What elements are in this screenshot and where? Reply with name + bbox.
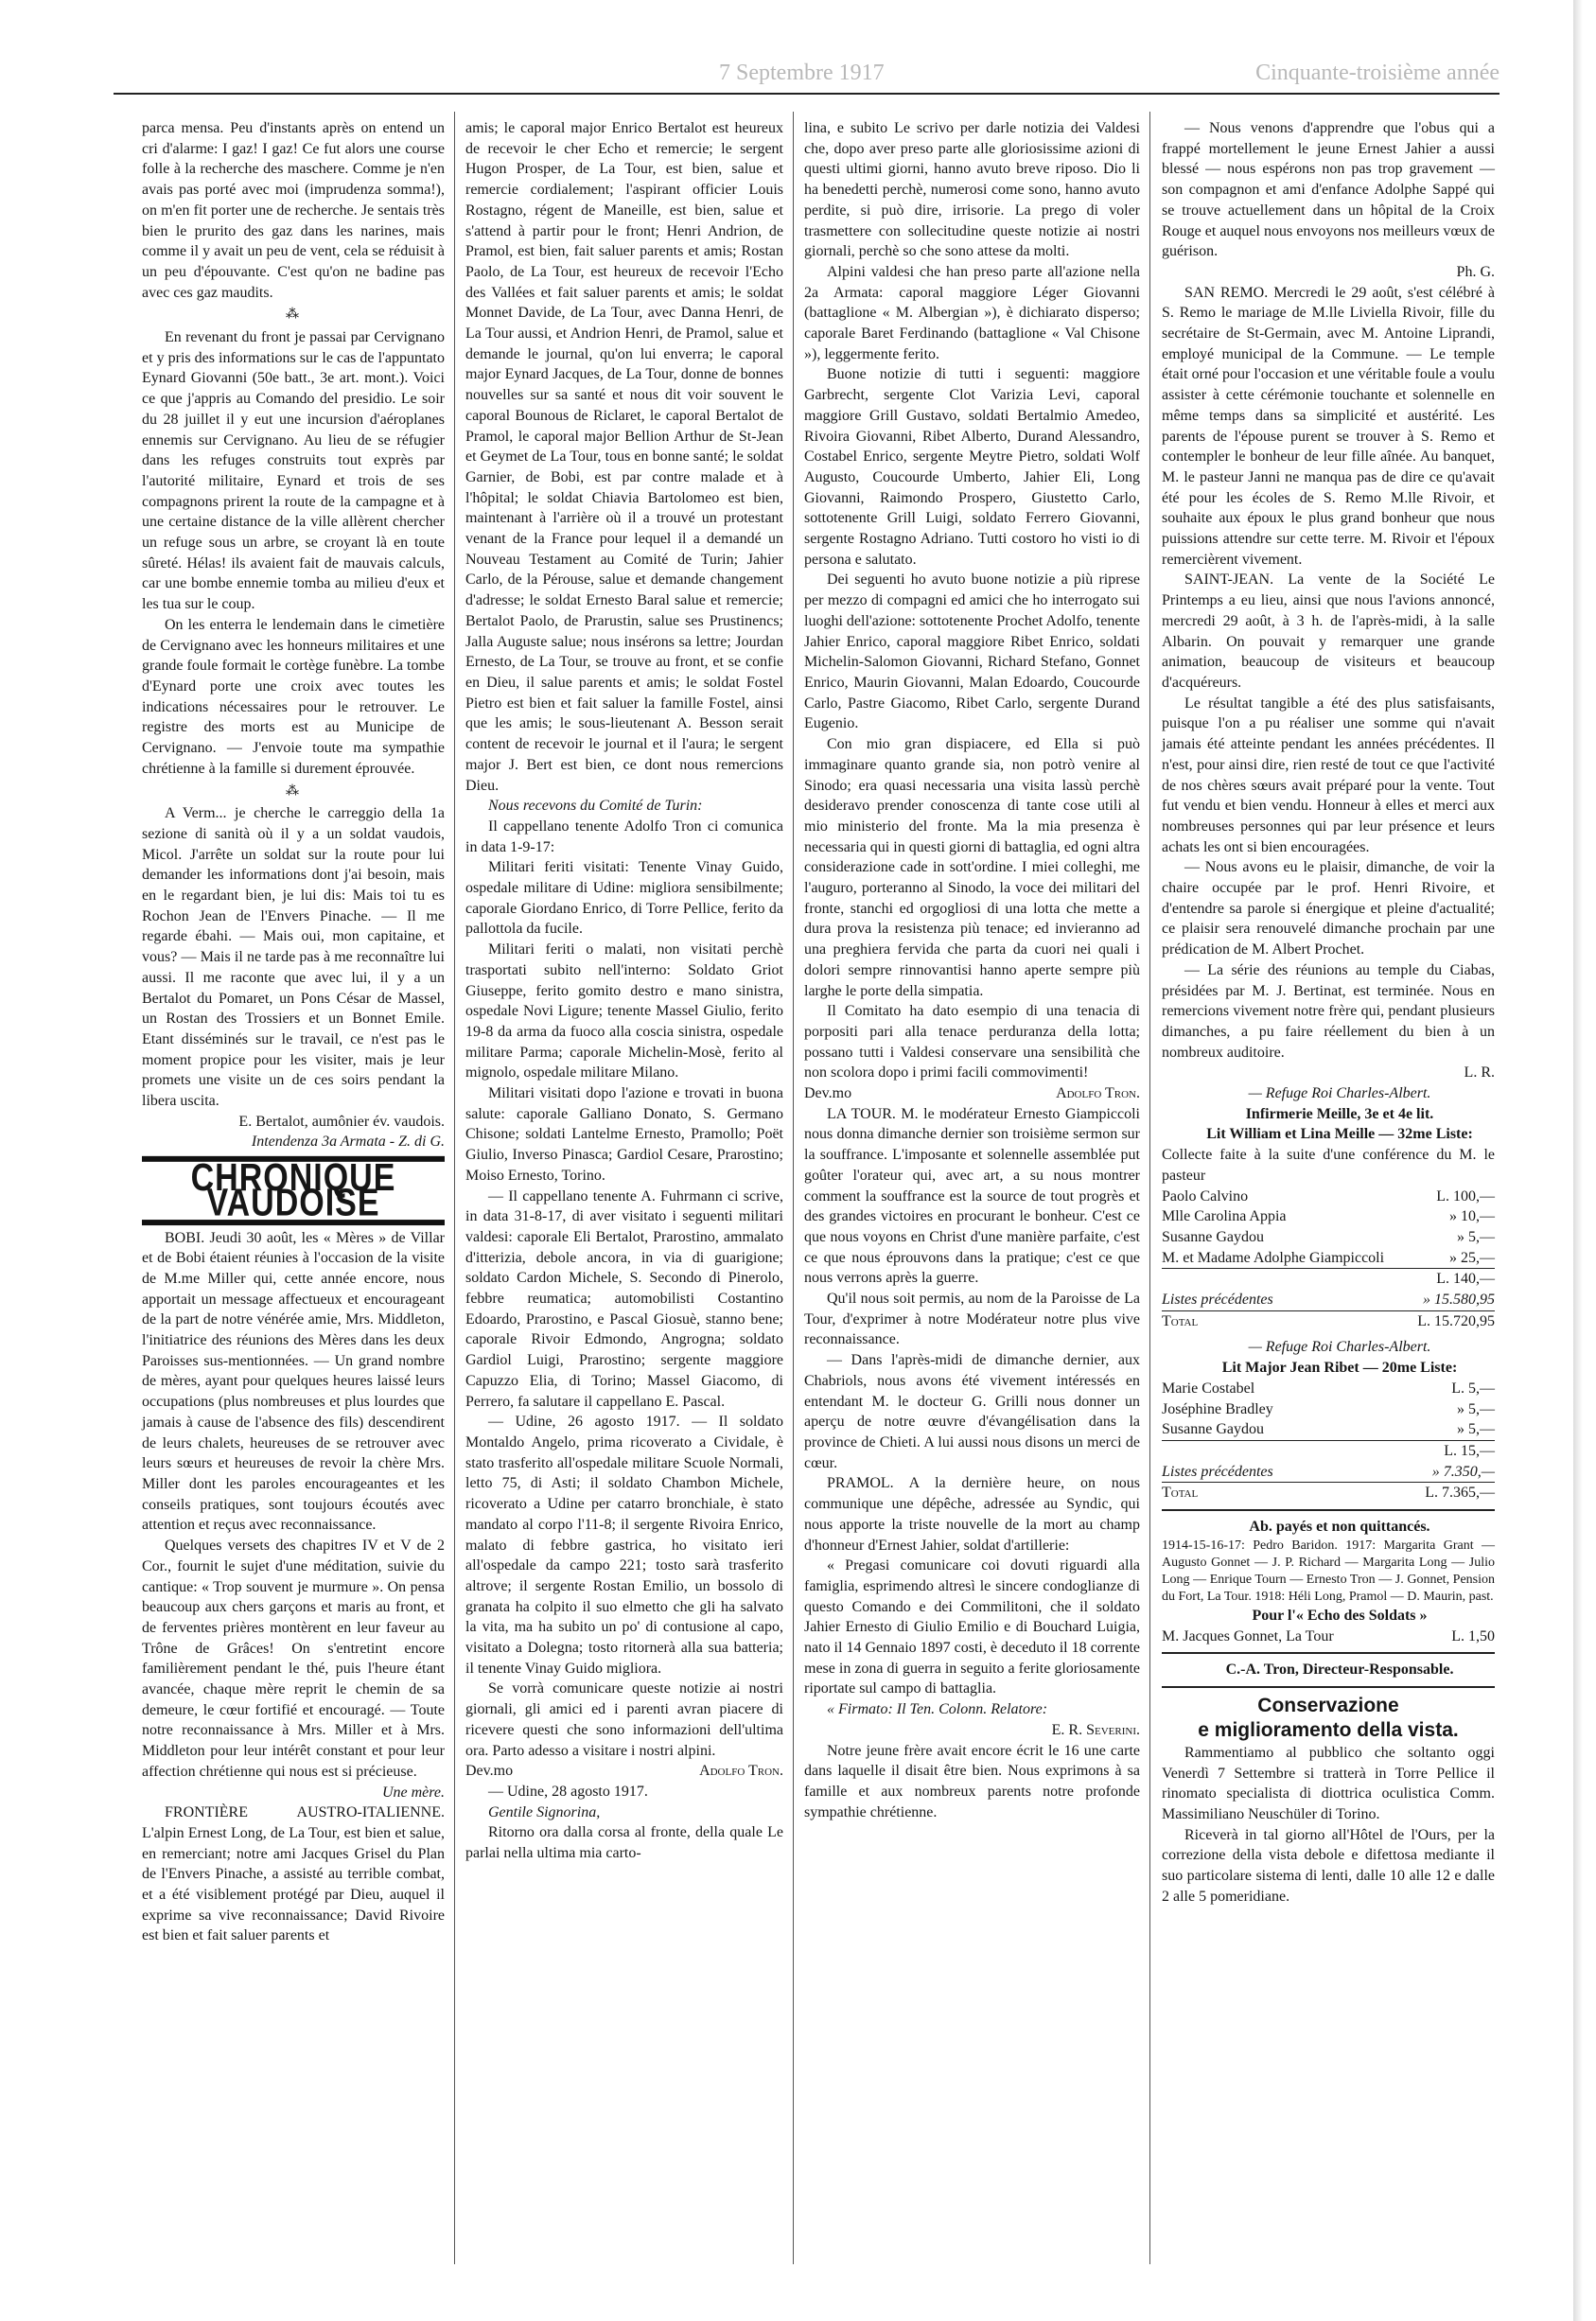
section-separator: ⁂ (286, 783, 301, 799)
section-heading: Ab. payés et non quittancés. (1249, 1519, 1430, 1536)
author-signature (804, 1083, 1140, 1104)
article-paragraph: Collecte faite à la suite d'une conférence du M. le pasteur (1162, 1147, 1495, 1184)
article-paragraph: — Nous avons eu le plaisir, dimanche, de voir la chaire occupée par le prof. Henri Rivoire, et d'entendre sa parole si énergique et pleine d'actualité; ce plaisir sera renouvelé dimanche prochain par une prédication de M. Albert Prochet. (1162, 859, 1495, 958)
author-signature: L. R. (1464, 1064, 1495, 1081)
list-item (1162, 1399, 1495, 1420)
article-paragraph: Il cappellano tenente Adolfo Tron ci comunica in data 1-9-17: (465, 818, 783, 855)
donor-name: Susanne Gaydou (1162, 1228, 1264, 1245)
donation-amount: » 5,— (1457, 1421, 1495, 1438)
list-item (1162, 1248, 1495, 1269)
donation-amount: » 5,— (1457, 1228, 1495, 1245)
donor-name: Listes précédentes (1162, 1463, 1273, 1480)
author-signature: E. Bertalot, aumônier év. vaudois. (238, 1113, 445, 1130)
donor-name: Mlle Carolina Appia (1162, 1208, 1287, 1225)
article-paragraph: Buone notizie di tutti i seguenti: maggiore Garbrecht, sergente Clot Varizia Levi, caporal maggiore Grill Gustavo, soldati Bertalmio Amedeo, Rivoira Giovanni, Ribet Alberto, Durand Alessandro, Costabel Enrico, sergente Meytre Pietro, soldati Wolf Augusto, Coucourde Umberto, Jahier Eli, Long Giovanni, Raimondo Prospero, Giustetto Carlo, sottotenente Grill Luigi, soldato Ferrero Giovanni, sergente Rostagno Adriano. Tutti costoro ho visti io di persona e salutato. (804, 366, 1140, 568)
column-divider (793, 112, 794, 2264)
list-item (1162, 1290, 1495, 1310)
donor-name: Marie Costabel (1162, 1380, 1255, 1397)
column-4 (1162, 118, 1495, 1908)
advertisement-paragraph: Rammentiamo al pubblico che soltanto oggi Venerdì 7 Settembre si tratterà in Torre Pellice il rinomato specialista di diottrica oculistica Comm. Massimiliano Neuschüler di Torino. (1162, 1744, 1495, 1823)
article-paragraph: A Verm... je cherche le carreggio della 1a sezione di sanità où il y a un soldat vaudois, Micol. J'arrête un soldat sur la route pour lui demander les informations dont j'ai besoin, mais en le regardant bien, je lui dis: Mais toi tu es Rochon Jean de l'Envers Pinache. — Il me regarde ébahi. — Mais oui, mon capitaine, et vous? — Mais il ne tarde pas à me reconnaître lui aussi. Il me raconte que avec lui, il y a un Bertalot du Pomaret, un Pons César de Massel, un Rostan des Trossiers et un Bonnet Emile. Etant disséminés sur le travail, ce n'est pas le moment propice pour les visiter, mais je leur promets une visite un de ces soirs pendant la libera uscita. (142, 805, 445, 1110)
donation-amount: L. 100,— (1436, 1187, 1495, 1204)
donation-list (1162, 1187, 1495, 1332)
advertisement-title: e miglioramento della vista. (1198, 1718, 1459, 1741)
subtotal: L. 15,— (1162, 1440, 1495, 1462)
article-paragraph: Alpini valdesi che han preso parte all'azione nella 2a Armata: caporal maggiore Léger Giovanni (battaglione « M. Albergian »), è dichiarato disperso; caporale Baret Ferdinando (battaglione « Val Chisone »), leggermente ferito. (804, 263, 1140, 362)
total-label: Total (1162, 1312, 1199, 1329)
divider (1162, 1509, 1495, 1511)
signature-salutation: Dev.mo (465, 1763, 514, 1780)
article-paragraph: On les enterra le lendemain dans le cimetière de Cervignano avec les honneurs militaires et une grande foule formait le cortège funèbre. La tombe d'Eynard porte une croix avec toutes les indications nécessaires pour le retrouver. Le registre des morts est au Municipe de Cervignano. — J'envoie toute ma sympathie chrétienne à la famille si durement éprouvée. (142, 616, 445, 777)
article-paragraph: En revenant du front je passai par Cervignano et y pris des informations sur le cas de l'appuntato Eynard Giovanni (50e batt., 3e art. mont.). Voici ce que j'appris au Comando del presidio. Le soir du 28 juillet il y eut une incursion d'aéroplanes ennemis sur Cervignano. Au lieu de se réfugier dans les refuges construits tout exprès par l'autorité militaire, Eynard et trois de ses compagnons prirent la route de la campagne et à une certaine distance de la ville allèrent chercher un refuge sous un arbre, se croyant là en toute sûreté. Hélas! ils avaient fait de mauvais calculs, car une bombe ennemie tomba au milieu d'eux et les tua sur le coup. (142, 329, 445, 613)
article-paragraph: Le résultat tangible a été des plus satisfaisants, puisque l'on a pu réaliser une somme qui n'avait jamais été atteinte pendant les années précédentes. Il n'est, pour ainsi dire, rien resté de tout ce que l'activité de nos chères sœurs avait préparé pour la vente. Tout fut vendu et bien vendu. Honneur à elles et merci aux nombreuses personnes qui par leur présence et leurs achats les ont si bien encouragées. (1162, 695, 1495, 855)
article-paragraph: 1914-15-16-17: Pedro Baridon. 1917: Margarita Grant — Augusto Gonnet — J. P. Richard — Margarita Long — Julio Long — Enrique Tourn — Ernesto Tron — J. Gonnet, Pension du Fort, La Tour. 1918: Héli Long, Pramol — D. Maurin, past. (1162, 1538, 1495, 1604)
signature-name: Adolfo Tron. (1056, 1085, 1140, 1102)
section-heading: Lit William et Lina Meille — 32me Liste: (1206, 1126, 1473, 1143)
author-signature: E. R. Severini. (1051, 1721, 1140, 1738)
article-paragraph: Ritorno ora dalla corsa al fronte, della quale Le parlai nella ultima mia carto- (465, 1824, 783, 1862)
donor-name: M. Jacques Gonnet, La Tour (1162, 1627, 1334, 1644)
donor-name: Paolo Calvino (1162, 1187, 1249, 1204)
list-item (1162, 1419, 1495, 1440)
advertisement-paragraph: Riceverà in tal giorno all'Hôtel de l'Ours, per la correzione della vista debole e difettosa mediante il suo particolare sistema di lenti, dalle 10 alle 12 e dalle 2 alle 5 pomeridiane. (1162, 1826, 1495, 1905)
article-paragraph: — Dans l'après-midi de dimanche dernier, aux Chabriols, nous avons été vivement intéressés en entendant M. le docteur G. Grilli nous donner un aperçu de notre œuvre d'évangélisation dans la province de Chieti. A lui aussi nous disons un merci de cœur. (804, 1352, 1140, 1471)
article-paragraph: amis; le caporal major Enrico Bertalot est heureux de recevoir le cher Echo et remercie; le sergent Hugon Prosper, de La Tour, est bien, salue et remercie cordialement; l'aspirant officier Louis Rostagno, régent de Maneille, est bien, salue et s'attend à partir pour le front; Henri Andrion, de Pramol, est bien, fait saluer parents et amis; Rostan Paolo, de La Tour, est heureux de recevoir l'Echo des Vallées et fait saluer parents et amis; le soldat Monnet Davide, de La Tour, avec Danna Henri, de La Tour aussi, et Andrion Henri, de Pramol, salue et demande le journal, qu'on lui enverra; le caporal major Eynard Jacques, de La Tour, donne de bonnes nouvelles sur sa santé et nous dit voir souvent le caporal Bounous de Riclaret, le caporal Bertalot de Pramol, le caporal major Bellion Arthur de St-Jean et Geymet de La Tour, tous en bonne santé; le soldat Garnier, de Bobi, est par contre malade et à l'hôpital; le soldat Chiavia Bartolomeo est bien, maintenant à l'arrière où il a trouvé un protestant venant de la France pour lequel il a demandé un Nouveau Testament au Comité de Turin; Jahier Carlo, de la Pérouse, salue et demande changement d'adresse; le soldat Ernesto Baral salue et remercie; Bertalot Paolo, de Prarustin, salue ses Prustinencs; Jalla Auguste salue; nous insérons sa lettre; Jourdan Ernesto, de La Tour, se trouve au front, et se confie en Dieu, il salue parents et amis; le soldat Fostel Pietro est bien et fait saluer la famille Fostel, ainsi que les amis; le sous-lieutenant A. Besson serait content de recevoir le journal et il l'aura; le sergent major J. Bert est bien, ce dont nous remercions Dieu. (465, 120, 783, 794)
author-signature: Une mère. (381, 1784, 445, 1801)
header-page-title: Cinquante-troisième année (1255, 61, 1500, 85)
article-paragraph: Il Comitato ha dato esempio di una tenacia di porpositi pari alla tenace perduranza della lotta; possano tutti i Valdesi conservare una sensibilità che non scolora dopo i primi facili commovimenti! (804, 1003, 1140, 1081)
author-signature (465, 1761, 783, 1782)
article-paragraph: parca mensa. Peu d'instants après on entend un cri d'alarme: I gaz! I gaz! Ce fut alors une course folle à la recherche des maschere. Comme je n'en avais pas porté avec moi (imprudenza somma!), on m'en fit porter une de recherche. Je sentais très bien le prurito des gaz dans les narines, mais comme il y avait un peu de vent, cela se réduisit à un peu d'épouvante. C'est qu'on ne badine pas avec ces gaz maudits. (142, 120, 445, 301)
article-paragraph: Qu'il nous soit permis, au nom de la Paroisse de La Tour, d'exprimer à notre Modérateur notre plus vive reconnaissance. (804, 1291, 1140, 1348)
column-divider (1149, 112, 1150, 2264)
article-paragraph: — Il cappellano tenente A. Fuhrmann ci scrive, in data 31-8-17, di aver visitato i seguenti militari valdesi: caporale Eli Bertalot, Prarostino, ammalato d'itterizia, debole ancora, in via di guarigione; soldato Cardon Michele, S. Secondo di Pinerolo, febbre reumatica; automobilisti Costantino Edoardo, Prarostino, e Pascal Giosuè, stanno bene; caporale Rivoir Edmondo, Angrogna; soldato Gardiol Luigi, Prarostino; sergente maggiore Capuzzo Elia, di Torino; Massel Giacomo, di Perrero, fa salutare il cappellano E. Pascal. (465, 1187, 783, 1410)
page-header (114, 59, 1500, 95)
list-item (1162, 1379, 1495, 1399)
article-paragraph: Se vorrà comunicare queste notizie ai nostri giornali, gli amici ed i parenti avran piacere di ricevere questi che sono informazioni dell'ultima ora. Parto adesso a visitare i nostri alpini. (465, 1680, 783, 1759)
author-signature: Intendenza 3a Armata - Z. di G. (251, 1134, 445, 1151)
donor-name: M. et Madame Adolphe Giampiccoli (1162, 1249, 1385, 1266)
donor-name: Joséphine Bradley (1162, 1400, 1273, 1417)
donation-amount: L. 5,— (1451, 1380, 1495, 1397)
section-heading: Pour l'« Echo des Soldats » (1252, 1607, 1428, 1624)
article-paragraph: Quelques versets des chapitres IV et V de 2 Cor., fournit le sujet d'une méditation, suivie du cantique: « Trop souvent je murmure ». On pensa beaucoup aux chers garçons et maris au front, et de ferventes prières montèrent en leur faveur au Trône de Grâces! On s'entretint encore familièrement pendant le thé, puis l'heure étant avancée, chaque mère reprit le chemin de sa demeure, le cœur fortifié et encouragé. — Toute notre reconnaissance à Mrs. Miller et à Mrs. Middleton pour leur intérêt constant et pour leur affection chrétienne qui nous est si précieuse. (142, 1538, 445, 1780)
donation-amount: » 7.350,— (1431, 1463, 1495, 1480)
signature-salutation: Dev.mo (804, 1085, 852, 1102)
donation-amount: » 5,— (1457, 1400, 1495, 1417)
signature-name: Adolfo Tron. (699, 1763, 783, 1780)
article-paragraph: Notre jeune frère avait encore écrit le 16 une carte dans laquelle il disait être bien. Nous exprimons à sa famille et aux nombreux parents notre profonde sympathie chrétienne. (804, 1742, 1140, 1820)
divider (1162, 1652, 1495, 1654)
total-amount: L. 15.720,95 (1417, 1312, 1495, 1329)
divider (1162, 1686, 1495, 1688)
list-item (1162, 1206, 1495, 1227)
donation-amount: » 25,— (1449, 1249, 1495, 1266)
advertisement-title: Conservazione (1257, 1694, 1399, 1716)
list-total (1162, 1310, 1495, 1332)
article-paragraph: Militari feriti visitati: Tenente Vinay Guido, ospedale militare di Udine: migliora sensibilmente; caporale Giordano Enrico, di Torre Pellice, ferito da pallottola da fucile. (465, 859, 783, 938)
article-paragraph: PRAMOL. A la dernière heure, on nous communique une dépêche, adressée au Syndic, qui nous apporte la triste nouvelle de la mort au champ d'honneur d'Ernest Jahier, soldat d'artillerie: (804, 1475, 1140, 1554)
column-1 (142, 118, 445, 1946)
column-divider (454, 112, 455, 2264)
article-paragraph: — Udine, 26 agosto 1917. — Il soldato Montaldo Angelo, prima ricoverato a Cividale, è stato trasferito all'ospedale militare Scuole Normali, letto 75, di Asti; il soldato Chambon Michele, ricoverato a Udine per catarro bronchiale, è stato mandato al corpo l'11-8; il sergente Rivoira Enrico, malato di febbre gastrica, ho visitato ieri all'ospedale da campo 221; tosto sarà trasferito altrove; il sergente Rostan Emilio, un bossolo di granata ha colpito il suo elmetto che gli ha salvato la vita, ma ha subito un po' di contusione al capo, visitato a Dolegna; tosto ritornerà alla sua batteria; il tenente Vinay Guido migliora. (465, 1414, 783, 1677)
section-heading: Infirmerie Meille, 3e et 4e lit. (1245, 1105, 1434, 1122)
section-banner: CHRONIQUE VAUDOISE (142, 1156, 445, 1226)
section-heading: Lit Major Jean Ribet — 20me Liste: (1221, 1360, 1458, 1377)
column-3 (804, 118, 1140, 1822)
article-paragraph: « Firmato: Il Ten. Colonn. Relatore: (827, 1701, 1048, 1718)
donor-name: Susanne Gaydou (1162, 1421, 1264, 1438)
donor-name: Listes précédentes (1162, 1292, 1273, 1309)
article-paragraph: lina, e subito Le scrivo per darle notizia dei Valdesi che, dopo aver preso parte alle gloriosissime azioni di questi ultimi giorni, hanno avuto breve riposo. Dio li ha benedetti perchè, numerosi come sono, hanno avuto perdite, si può dire, irrisorie. La prego di voler trasmettere con sollecitudine queste notizie ai nostri giornali, perchè so che sono attese da molti. (804, 120, 1140, 260)
article-paragraph: Dei seguenti ho avuto buone notizie a più riprese per mezzo di compagni ed amici che ho interrogato sui luoghi dell'azione: sottotenente Prochet Adolfo, tenente Jahier Enrico, caporal maggiore Ribet Enrico, soldati Michelin-Salomon Giovanni, Richard Stefano, Gonnet Enrico, Maurin Giovanni, Malan Edoardo, Coucourde Carlo, Pastre Giacomo, Ribet Carlo, sergente Durand Eugenio. (804, 571, 1140, 732)
subtotal: L. 140,— (1162, 1268, 1495, 1290)
list-item (1162, 1626, 1495, 1647)
director-line: C.-A. Tron, Directeur-Responsable. (1225, 1662, 1454, 1679)
donation-amount: L. 1,50 (1451, 1627, 1495, 1644)
article-paragraph: — Nous venons d'apprendre que l'obus qui a frappé mortellement le jeune Ernest Jahier a aussi blessé — nous espérons non pas trop gravement — son compagnon et ami d'enfance Adolphe Sappé qui se trouve actuellement dans un hôpital de la Croix Rouge et auquel nous envoyons nos meilleurs vœux de guérison. (1162, 120, 1495, 260)
total-label: Total (1162, 1485, 1199, 1502)
section-heading: — Refuge Roi Charles-Albert. (1248, 1085, 1431, 1102)
list-item (1162, 1227, 1495, 1248)
article-paragraph: Con mio gran dispiacere, ed Ella si può immaginare quanto grande sia, non potrò venire al Sinodo; era quasi necessaria una visita lassù perchè desideravo prender conoscenza di tante cose utili al mio ministerio del fronte. Ma la mia presenza è necessaria qui in questi giorni di battaglia, ed ogni altra considerazione cade in sott'ordine. I miei colleghi, me l'auguro, porteranno al Sinodo, la voce dei militari del fronte, stanchi ed orgogliosi di una lotta che mette a dura prova la resistenza più tenace; ed invieranno ad una preghiera fervida che parta da cuori nei quali i dolori sempre rinnovantisi hanno aperte sempre più larghe le porte della simpatia. (804, 736, 1140, 999)
article-paragraph: SAN REMO. Mercredi le 29 août, s'est célébré à S. Remo le mariage de M.lle Liviella Rivoir, fille du secrétaire de St-Germain, avec M. Antoine Liprandi, employé municipal de la Commune. — Le temple était orné pour l'occasion et une véritable foule a voulu assister à cette cérémonie touchante et solennelle en même temps dans sa simplicité et austérité. Les parents de l'épouse purent se trouver à S. Remo et contempler le bonheur de leur fille aînée. Au banquet, M. le pasteur Janni ne manqua pas de dire ce qu'avait été pour les écoles de S. Remo M.lle Rivoir, et souhaite aux époux le plus grand bonheur que nous puissions attendre sur cette terre. M. Rivoir et l'époux remercièrent vivement. (1162, 284, 1495, 568)
article-paragraph: — Udine, 28 agosto 1917. (488, 1783, 648, 1800)
article-paragraph: — La série des réunions au temple du Ciabas, présidées par M. J. Bertinat, est terminée. Nous en remercions vivement notre frère qui, pendant plusieurs dimanches, a pu faire réellement du bien à un nombreux auditoire. (1162, 961, 1495, 1061)
list-total (1162, 1482, 1495, 1503)
header-date: 7 Septembre 1917 (719, 61, 885, 85)
article-paragraph: SAINT-JEAN. La vente de la Société Le Printemps a eu lieu, ainsi que nous l'avions annoncé, mercredi 29 août, à 3 h. de l'après-midi, à la salle Albarin. On pouvait y remarquer une grande animation, beaucoup de visiteurs et beaucoup d'acquéreurs. (1162, 571, 1495, 691)
donation-amount: » 15.580,95 (1423, 1292, 1495, 1309)
section-separator: ⁂ (286, 308, 301, 323)
article-paragraph: LA TOUR. M. le modérateur Ernesto Giampiccoli nous donna dimanche dernier son troisième sermon sur la souffrance. L'imposante et solennelle assemblée put goûter l'orateur qui, avec art, a su nous montrer comment la souffrance est la source de tout progrès et des grandes victoires en procurant le bonheur. C'est ce que nous voyons en Christ d'une manière parfaite, c'est ce que nous éprouvons dans la pratique; c'est ce que nous verrons après la guerre. (804, 1105, 1140, 1287)
article-paragraph: Militari visitati dopo l'azione e trovati in buona salute: caporale Galliano Donato, S. Germano Chisone; soldati Lantelme Ernesto, Pramollo; Poët Giulio, Inverso Pinasca; Gardiol Cesare, Prarostino; Moiso Ernesto, Torino. (465, 1085, 783, 1184)
article-paragraph: Militari feriti o malati, non visitati perchè trasportati subito nell'interno: Soldato Griot Giuseppe, ferito gomito destro e mano sinistra, ospedale Novi Ligure; tenente Massel Giulio, ferito 19-8 da arma da fuoco alla coscia sinistra, ospedale militare Parma; caporale Michelin-Mosè, ferito al mignolo, ospedale militare Milano. (465, 941, 783, 1081)
article-paragraph: BOBI. Jeudi 30 août, les « Mères » de Villar et de Bobi étaient réunies à l'occasion de la visite de M.me Miller qui, cette année encore, nous apportait un message affectueux et encourageant de la part de notre vénérée amie, Mrs. Middleton, l'initiatrice des réunions des Mères dans les deux Paroisses sus-mentionnées. — Un grand nombre de mères, ayant pour quelques heures laissé leurs occupations (plus nombreuses et plus lourdes que jamais à cause de l'absence des fils) descendirent de leurs chalets, heureuses de se retrouver avec leurs sœurs et heureuses de revoir la chère Mrs. Miller dont les paroles encourageantes et les conseils pratiques, sont toujours écoutés avec attention et reçus avec reconnaissance. (142, 1229, 445, 1534)
article-paragraph: Gentile Signorina, (488, 1803, 601, 1820)
section-heading: — Refuge Roi Charles-Albert. (1248, 1339, 1431, 1356)
donation-amount: » 10,— (1449, 1208, 1495, 1225)
donation-list (1162, 1379, 1495, 1503)
author-signature: Ph. G. (1456, 263, 1495, 280)
total-amount: L. 7.365,— (1425, 1485, 1495, 1502)
column-2 (465, 118, 783, 1864)
list-item (1162, 1187, 1495, 1207)
list-item (1162, 1462, 1495, 1483)
article-paragraph: FRONTIÈRE AUSTRO-ITALIENNE. L'alpin Ernest Long, de La Tour, est bien et salue, en remerciant; notre ami Jacques Grisel du Plan de l'Envers Pinache, a assisté au terrible combat, et a été visiblement protégé par Dieu, auquel il exprime sa vive reconnaissance; David Rivoire est bien et fait saluer parents et (142, 1804, 445, 1944)
scan-edge (1573, 0, 1583, 2321)
article-paragraph: Nous recevons du Comité de Turin: (488, 798, 703, 815)
article-paragraph: « Pregasi comunicare coi dovuti riguardi alla famiglia, esprimendo altresì le sincere condoglianze di questo Comando e dei Commilitoni, che il soldato Jahier Ernesto di Giulio Emilio e di Bouchard Luigia, nato il 14 Gennaio 1897 costi, è deceduto il 18 corrente mese in zona di guerra in seguito a ferite gloriosamente riportate sul campo di battaglia. (804, 1557, 1141, 1697)
